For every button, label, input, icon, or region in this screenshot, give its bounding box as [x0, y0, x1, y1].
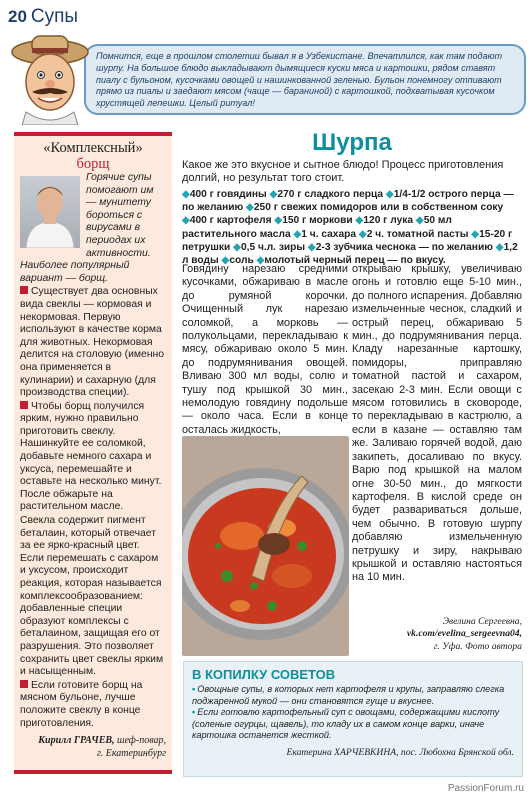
- ingredient-item: 270 г сладкого перца: [277, 189, 386, 200]
- intro-bubble: [84, 44, 526, 115]
- ingredient-bullet-icon: ◆: [246, 202, 254, 214]
- page-number: 20: [8, 7, 27, 26]
- sidebar-para-3: Свекла содержит пигмент беталаин, который отвечает за ее ярко-красный цвет. Если перемешать с сахаром и уксусом, происходит реакция, которая называется комплексообразованием: добавленные специи образуют комплексы с беталаином, защищая его от разрушения. Это позволяет сохранить цвет свеклы ярким и насыщенным.: [20, 515, 164, 678]
- watermark: PassionForum.ru: [447, 783, 524, 794]
- ingredient-bullet-icon: ◆: [385, 189, 394, 200]
- tips-signature: Екатерина ХАРЧЕВКИНА, пос. Любохна Брянской обл.: [286, 746, 514, 758]
- ingredient-bullet-icon: ◆: [355, 215, 364, 227]
- ingredient-item: 0,5 ч.л. зиры: [240, 241, 308, 253]
- chef-photo: [20, 176, 80, 248]
- ingredient-bullet-icon: ◆: [182, 215, 190, 227]
- page-header: [0, 0, 530, 28]
- tips-box: [183, 661, 523, 777]
- chef-mascot-icon: [4, 30, 96, 125]
- ingredient-bullet-icon: ◆: [415, 215, 424, 227]
- ingredient-item: 50 мл растительного масла: [182, 215, 452, 240]
- recipe-lead: Какое же это вкусное и сытное блюдо! Процесс приготовления долгий, но результат того стоит.: [182, 159, 504, 184]
- sidebar-para-1: Существует два основных вида свеклы — кормовая и некормовая. Первую используют в качестве корма для животных. Некормовая делится на столовую (именно она применяется в кулинарии) и сахарную (для производства специи).: [20, 286, 165, 399]
- credit-name: Эвелина Сергеевна,: [442, 616, 522, 627]
- tip-item-1: Овощные супы, в которых нет картофеля и крупы, заправляю слегка поджаренной мукой — они становятся гуще и вкуснее.: [192, 684, 505, 706]
- ingredient-item: 1 ч. сахара: [301, 228, 359, 240]
- recipe-credit: [352, 616, 522, 653]
- ingredient-bullet-icon: ◆: [358, 228, 367, 240]
- ingredient-item: 400 г говядины: [189, 189, 270, 200]
- ingredient-bullet-icon: ◆: [307, 241, 316, 253]
- ingredient-item: соль: [229, 255, 257, 267]
- bullet-square-icon: [20, 286, 28, 294]
- credit-link: vk.com/evelina_sergeevna04,: [406, 628, 522, 640]
- sidebar-title: [20, 140, 166, 172]
- ingredient-item: 2 ч. томатной пасты: [366, 228, 472, 240]
- bullet-dot-icon: •: [192, 707, 196, 718]
- ingredient-bullet-icon: ◆: [471, 228, 480, 240]
- ingredient-bullet-icon: ◆: [495, 241, 504, 253]
- tips-heading: В КОПИЛКУ СОВЕТОВ: [192, 667, 336, 682]
- section-title: Супы: [30, 6, 79, 27]
- tip-item-2: Если готовлю картофельный суп с овощами, содержащими кислоту (соленые огурцы, щавель), то кладу их в самом конце варки, иначе картошка останется жесткой.: [192, 707, 500, 741]
- sidebar-lead: Горячие супы помогают им — мунитету бороться с вирусами в периодах их активности. Наиболее популярный вариант — борщ.: [20, 172, 154, 284]
- ingredient-item: 150 г моркови: [282, 215, 356, 227]
- ingredient-item: 250 г свежих помидоров или в собственном соку: [253, 202, 504, 214]
- sidebar-para-4: Если готовите борщ на мясном бульоне, лучше положите свеклу в конце приготовления.: [20, 679, 143, 729]
- sidebar-sig-name: Кирилл ГРАЧЕВ,: [38, 735, 115, 747]
- ingredient-bullet-icon: ◆: [256, 255, 265, 267]
- intro-text: Помнится, еще в прошлом столетии бывал я в Узбекистане. Впечатлился, как там подают шурпу. На большое блюдо выкладывают дымящиеся куски мяса и картошки, рядом ставят пиалу с бульоном, кусочками овощей и нашинкованной зеленью. Бульон понемногу отпивают прямо из пиалы и заедают мясом (чаще — бараниной) с картошкой, подхватывая кусочком хрустящей лепешки. Целый ритуал!: [96, 51, 503, 109]
- ingredient-item: 400 г картофеля: [189, 215, 275, 227]
- recipe-text-right: открываю крышку, увеличиваю огонь и готовлю еще 5-10 мин., до полного испарения. Добавляю измельченные чеснок, сладкий и острый перец, обжариваю 5 мин., до подрумянивания перца. Кладу нарезанные картошку, помидоры, приправляю томатной пастой и сахаром, засекаю 2-3 мин. Если овощи с мясом готовились в сковороде, то перекладываю в кастрюлю, а если в казане — оставляю там же. Заливаю горячей водой, даю закипеть, досаливаю по вкусу. Варю под крышкой на малом огне 30-50 мин., до мягкости картофеля. В кислой среде он будет развариваться дольше, чем обычно. В готовую шурпу добавляю измельченную петрушку и зиру, накрываю крышкой и оставляю настояться на 10 мин.: [352, 263, 522, 584]
- ingredient-bullet-icon: ◆: [274, 215, 283, 227]
- ingredient-item: 1/4-1/2 острого перца — по желанию: [182, 189, 514, 214]
- ingredient-item: 1,2 л воды: [182, 241, 518, 267]
- sidebar-signature: [20, 734, 166, 760]
- ingredient-item: молотый черный перец — по вкусу.: [264, 255, 446, 267]
- sidebar-title-line1: «Комплексный»: [43, 140, 143, 156]
- sidebar-bottom-rule: [14, 770, 172, 774]
- ingredient-bullet-icon: ◆: [233, 241, 241, 253]
- recipe-title: Шурпа: [312, 129, 392, 156]
- bullet-dot-icon: •: [192, 684, 196, 694]
- sidebar-sig-city: г. Екатеринбург: [96, 748, 166, 760]
- sidebar-body: [20, 172, 166, 730]
- credit-city: г. Уфа. Фото автора: [433, 640, 522, 652]
- ingredient-bullet-icon: ◆: [182, 189, 190, 200]
- recipe-text-left: Говядину нарезаю средними кусочками, обжариваю в масле до румяной корочки. Очищенный лук нарезаю соломкой, а морковь — полукольцами, перекладываю к мясу, обжариваю около 5 мин. до подрумянивания овощей. Вливаю 300 мл воды, солю и тушу под крышкой 30 мин., немолодую говядину подольше — около часа. Если в конце осталась жидкость,: [182, 263, 348, 436]
- sidebar-title-line2: борщ: [76, 156, 110, 172]
- ingredient-bullet-icon: ◆: [293, 228, 302, 240]
- bullet-square-icon: [20, 680, 28, 688]
- soup-photo: [182, 436, 349, 656]
- sidebar-borsch: [14, 132, 172, 772]
- sidebar-sig-role: шеф-повар,: [117, 735, 166, 747]
- sidebar-para-2: Чтобы борщ получился ярким, нужно правильно приготовить свеклу. Нашинкуйте ее соломкой, добавьте немного сахара и уксуса, перемешайте и оставьте на несколько минут. После обжарьте на растительном масле.: [20, 400, 162, 513]
- ingredient-bullet-icon: ◆: [221, 255, 230, 267]
- bullet-square-icon: [20, 401, 28, 409]
- ingredient-item: 15-20 г петрушки: [182, 228, 513, 253]
- ingredient-item: 2-3 зубчика чеснока — по желанию: [315, 241, 496, 253]
- ingredient-list: [182, 188, 522, 267]
- ingredient-item: 120 г лука: [363, 215, 416, 227]
- recipe-header: [182, 129, 522, 267]
- ingredient-bullet-icon: ◆: [269, 189, 278, 200]
